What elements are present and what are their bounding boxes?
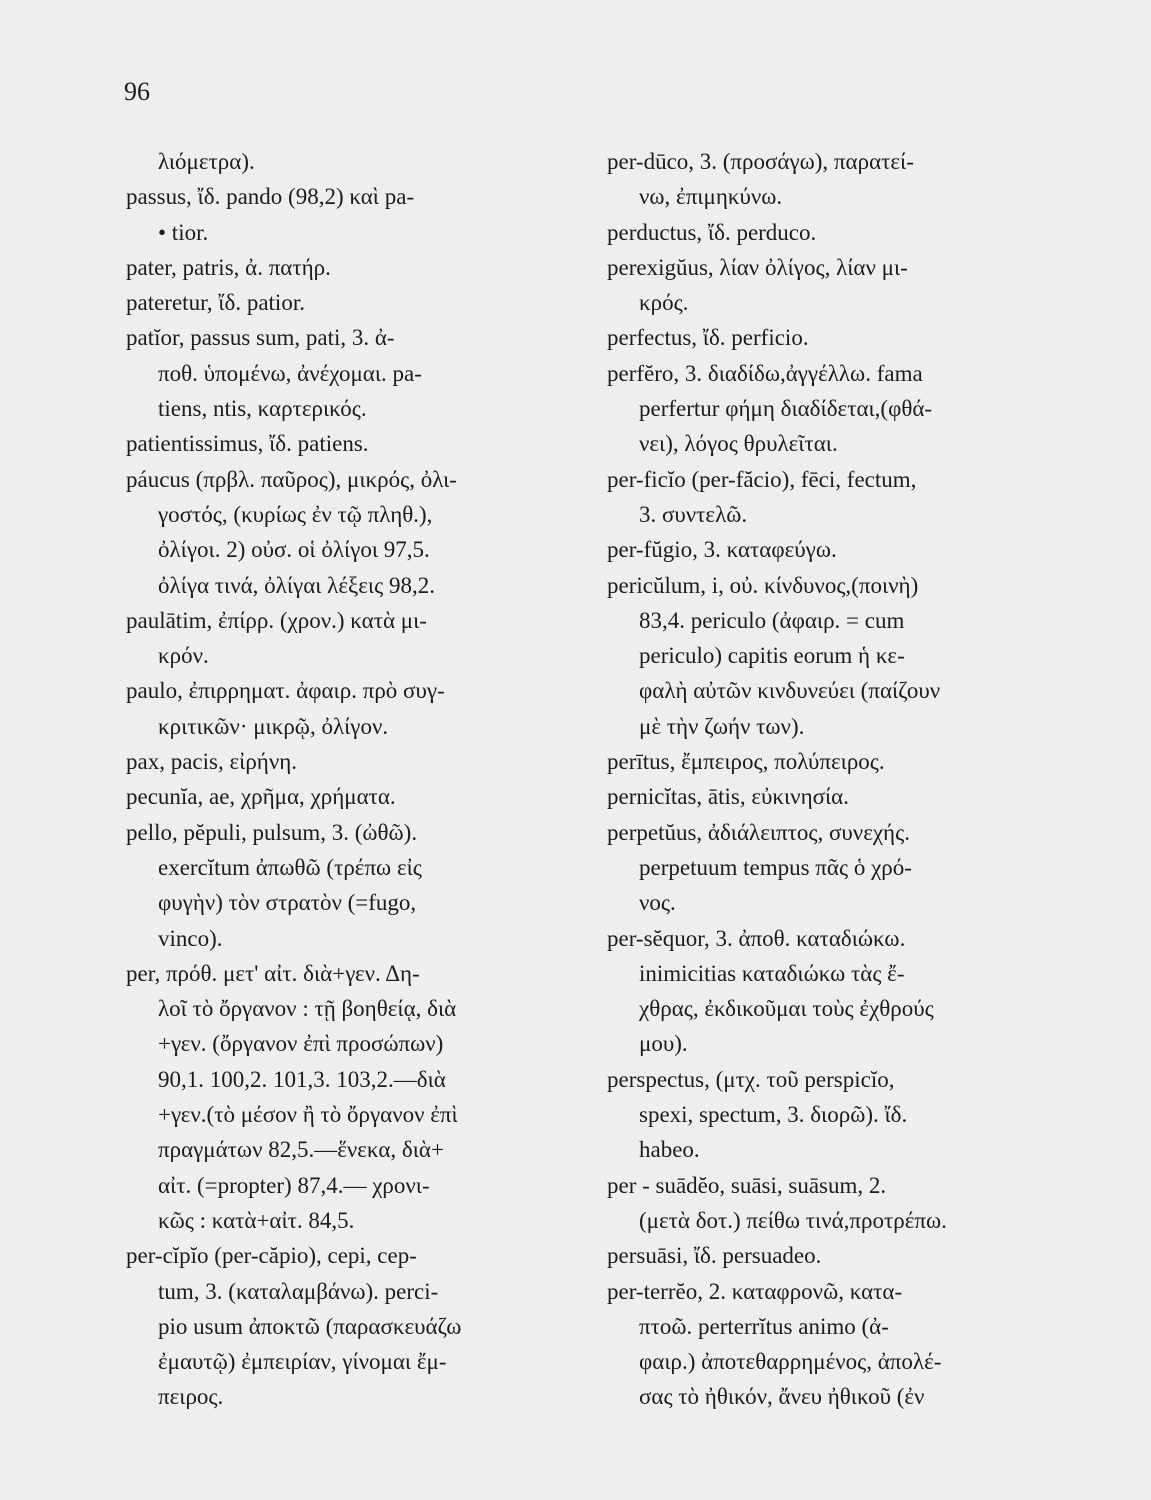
- entry-line: pello, pĕpuli, pulsum, 3. (ὠθῶ).: [126, 819, 418, 845]
- entry-line: 83,4. periculo (ἀφαιρ. = cum: [639, 607, 905, 633]
- entry-line: per-terrĕo, 2. καταφρονῶ, κατα-: [607, 1278, 903, 1304]
- entry-line: +γεν. (ὄργανον ἐπὶ προσώπων): [158, 1031, 444, 1057]
- entry-line: • tior.: [158, 219, 209, 245]
- entry-line: pericŭlum, i, οὐ. κίνδυνος,(ποινὴ): [607, 572, 919, 598]
- entry-line: perpetuum tempus πᾶς ὁ χρό-: [639, 854, 912, 880]
- entry-line: γοστός, (κυρίως ἐν τῷ πληθ.),: [158, 501, 433, 527]
- entry-line: perfectus, ἴδ. perficio.: [607, 325, 809, 351]
- entry-line: spexi, spectum, 3. διορῶ). ἴδ.: [639, 1102, 908, 1128]
- entry-line: passus, ἴδ. pando (98,2) καὶ pa-: [126, 184, 415, 210]
- entry-line: pateretur, ἴδ. patior.: [126, 290, 305, 316]
- entry-line: perspectus, (μτχ. τοῦ perspicĭo,: [607, 1066, 895, 1092]
- entry-line: vinco).: [158, 925, 223, 951]
- entry-line: πραγμάτων 82,5.—ἕνεκα, διὰ+: [158, 1137, 444, 1163]
- entry-line: κριτικῶν· μικρῷ, ὀλίγον.: [158, 713, 389, 739]
- entry-line: ὀλίγα τινά, ὀλίγαι λέξεις 98,2.: [158, 572, 435, 598]
- entry-line: 3. συντελῶ.: [639, 501, 748, 527]
- entry-line: perpetŭus, ἀδιάλειπτος, συνεχής.: [607, 819, 910, 845]
- entry-line: per-fŭgio, 3. καταφεύγω.: [607, 537, 837, 563]
- entry-line: paulātim, ἐπίρρ. (χρον.) κατὰ μι-: [126, 607, 427, 633]
- entry-line: σας τὸ ἠθικόν, ἄνευ ἠθικοῦ (ἐν: [639, 1384, 925, 1410]
- entry-line: per-dūco, 3. (προσάγω), παρατεί-: [607, 149, 914, 174]
- entry-line: per - suādĕo, suāsi, suāsum, 2.: [607, 1172, 887, 1198]
- entry-line: ποθ. ὑπομένω, ἀνέχομαι. pa-: [158, 360, 422, 386]
- entry-line: λιόμετρα).: [158, 149, 255, 174]
- entry-line: πειρος.: [158, 1384, 224, 1410]
- entry-line: perductus, ἴδ. perduco.: [607, 219, 817, 245]
- entry-line: +γεν.(τὸ μέσον ἢ τὸ ὄργανον ἐπὶ: [158, 1102, 458, 1128]
- entry-line: perfertur φήμη διαδίδεται,(φθά-: [639, 396, 933, 422]
- entry-line: paulo, ἐπιρρηματ. ἀφαιρ. πρὸ συγ-: [126, 678, 445, 704]
- right-column: [607, 144, 1095, 1415]
- entry-line: per-sĕquor, 3. ἀποθ. καταδιώκω.: [607, 925, 906, 951]
- entry-line: patĭor, passus sum, pati, 3. ἀ-: [126, 325, 395, 351]
- entry-line: páucus (πρβλ. παῦρος), μικρός, ὀλι-: [126, 466, 457, 492]
- entry-line: pernicĭtas, ātis, εὐκινησία.: [607, 784, 849, 810]
- entry-line: κρός.: [639, 290, 689, 316]
- entry-line: μου).: [639, 1031, 688, 1057]
- entry-line: μὲ τὴν ζωήν των).: [639, 713, 805, 739]
- entry-line: inimicitias καταδιώκω τὰς ἔ-: [639, 960, 905, 986]
- entry-line: pecunĭa, ae, χρῆμα, χρήματα.: [126, 784, 396, 810]
- entry-line: ὀλίγοι. 2) οὐσ. οἱ ὀλίγοι 97,5.: [158, 537, 430, 563]
- entry-line: αἰτ. (=propter) 87,4.— χρονι-: [158, 1172, 430, 1198]
- entry-line: patientissimus, ἴδ. patiens.: [126, 431, 369, 457]
- entry-line: exercĭtum ἀπωθῶ (τρέπω εἰς: [158, 854, 422, 880]
- entry-line: νω, ἐπιμηκύνω.: [639, 184, 783, 210]
- entry-line: πτοῶ. perterrĭtus animo (ἀ-: [639, 1313, 889, 1339]
- entry-line: perītus, ἔμπειρος, πολύπειρος.: [607, 749, 885, 775]
- entry-line: per-ficĭo (per-făcio), fēci, fectum,: [607, 466, 917, 492]
- entry-line: tum, 3. (καταλαμβάνω). perci-: [158, 1278, 439, 1304]
- entry-line: νει), λόγος θρυλεῖται.: [639, 431, 838, 457]
- entry-line: κῶς : κατὰ+αἰτ. 84,5.: [158, 1207, 355, 1233]
- entry-line: νος.: [639, 890, 676, 916]
- entry-line: λοῖ τὸ ὄργανον : τῇ βοηθείᾳ, διὰ: [158, 996, 457, 1022]
- entry-line: φυγὴν) τὸν στρατὸν (=fugo,: [158, 890, 417, 916]
- entry-line: ἐμαυτῷ) ἐμπειρίαν, γίνομαι ἔμ-: [158, 1349, 447, 1375]
- entry-line: 90,1. 100,2. 101,3. 103,2.—διὰ: [158, 1066, 446, 1092]
- entry-line: perexigŭus, λίαν ὀλίγος, λίαν μι-: [607, 254, 908, 280]
- entry-line: habeo.: [639, 1137, 700, 1163]
- entry-line: perfĕro, 3. διαδίδω,ἀγγέλλω. fama: [607, 360, 923, 386]
- left-column: [126, 144, 574, 1415]
- page-number: 96: [124, 77, 150, 106]
- entry-line: φαλὴ αὐτῶν κινδυνεύει (παίζουν: [639, 678, 941, 704]
- entry-line: per-cĭpĭo (per-căpio), cepi, cep-: [126, 1243, 417, 1269]
- entry-line: φαιρ.) ἀποτεθαρρημένος, ἀπολέ-: [639, 1349, 942, 1375]
- entry-line: κρόν.: [158, 643, 209, 669]
- entry-line: pax, pacis, εἰρήνη.: [126, 749, 297, 775]
- entry-line: pater, patris, ἀ. πατήρ.: [126, 254, 331, 280]
- entry-line: pio usum ἀποκτῶ (παρασκευάζω: [158, 1313, 462, 1339]
- entry-line: tiens, ntis, καρτερικός.: [158, 396, 367, 422]
- entry-line: (μετὰ δοτ.) πείθω τινά,προτρέπω.: [639, 1207, 947, 1233]
- entry-line: periculo) capitis eorum ἡ κε-: [639, 643, 905, 669]
- entry-line: persuāsi, ἴδ. persuadeo.: [607, 1243, 822, 1269]
- entry-line: χθρας, ἐκδικοῦμαι τοὺς ἐχθρούς: [639, 996, 934, 1022]
- entry-line: per, πρόθ. μετ' αἰτ. διὰ+γεν. Δη-: [126, 960, 420, 986]
